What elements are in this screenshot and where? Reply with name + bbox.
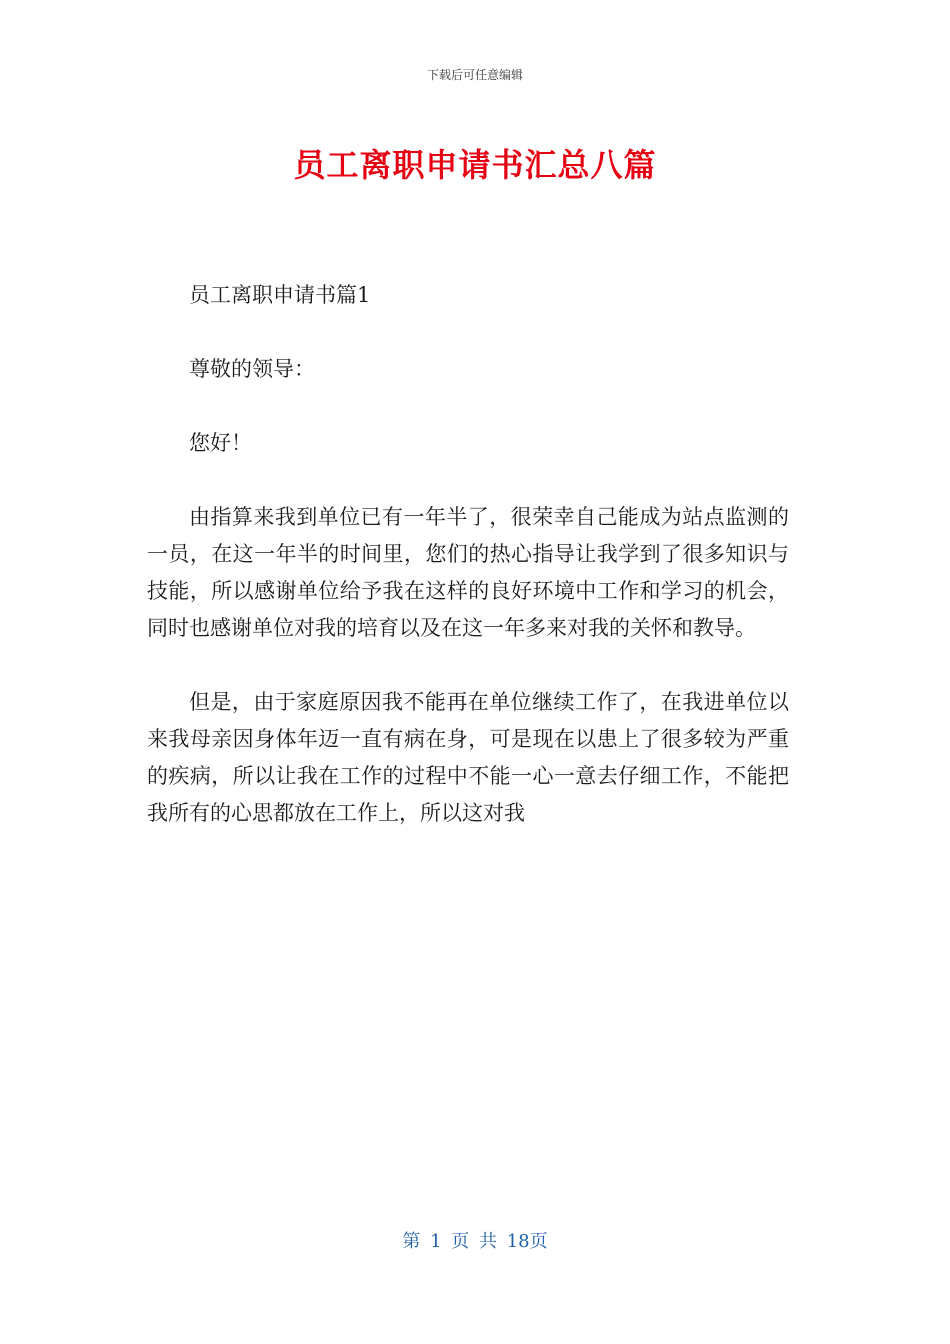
body-paragraph: 由指算来我到单位已有一年半了，很荣幸自己能成为站点监测的一员，在这一年半的时间里，您们的热心指导让我学到了很多知识与技能，所以感谢单位给予我在这样的良好环境中工作和学习的机会，同时也感谢单位对我的培育以及在这一年多来对我的关怀和教导。: [147, 505, 789, 640]
document-body: [147, 277, 789, 869]
section-heading: 员工离职申请书篇1: [189, 283, 371, 307]
body-paragraph: 但是，由于家庭原因我不能再在单位继续工作了，在我进单位以来我母亲因身体年迈一直有病在身，可是现在以患上了很多较为严重的疾病，所以让我在工作的过程中不能一心一意去仔细工作，不能把我所有的心思都放在工作上，所以这对我: [147, 690, 789, 825]
page-footer: 第 1 页 共 18页: [402, 1231, 548, 1252]
header-note: 下载后可任意编辑: [426, 68, 523, 82]
document-title: 员工离职申请书汇总八篇: [293, 146, 657, 184]
salutation: 尊敬的领导：: [189, 357, 315, 381]
greeting: 您好！: [189, 431, 252, 455]
